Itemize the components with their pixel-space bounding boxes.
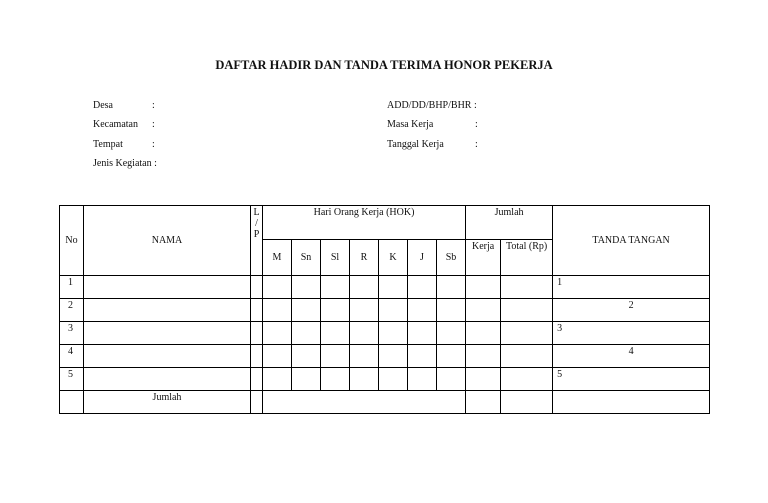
- cell-day: [437, 322, 466, 345]
- cell-day: [437, 345, 466, 368]
- cell-day: [321, 322, 350, 345]
- signature-cell: 4: [553, 345, 710, 368]
- footer-jumlah-label: Jumlah: [84, 391, 251, 414]
- field-colon: :: [152, 139, 155, 150]
- cell-day: [292, 322, 321, 345]
- field-colon: :: [475, 139, 478, 150]
- signature-cell: 1: [553, 276, 710, 299]
- header-total: Total (Rp): [501, 240, 553, 276]
- cell-lp: [251, 345, 263, 368]
- cell-day: [321, 299, 350, 322]
- header-jumlah: Jumlah: [466, 206, 553, 240]
- cell-day: [263, 276, 292, 299]
- footer-no: [60, 391, 84, 414]
- lp-l: L: [253, 207, 260, 218]
- header-day-m: M: [263, 240, 292, 276]
- footer-hok: [263, 391, 466, 414]
- cell-kerja: [466, 345, 501, 368]
- cell-day: [263, 299, 292, 322]
- footer-signature: [553, 391, 710, 414]
- field-label: ADD/DD/BHP/BHR :: [387, 100, 477, 111]
- cell-day: [321, 276, 350, 299]
- table-footer-row: [60, 391, 710, 414]
- footer-total: [501, 391, 553, 414]
- cell-day: [263, 322, 292, 345]
- header-hok: Hari Orang Kerja (HOK): [263, 206, 466, 240]
- table-row: [60, 276, 710, 299]
- lp-p: P: [253, 229, 260, 240]
- cell-day: [321, 345, 350, 368]
- cell-kerja: [466, 322, 501, 345]
- cell-day: [379, 276, 408, 299]
- field-colon: :: [152, 119, 155, 130]
- attendance-table: [59, 205, 710, 414]
- field-label: Kecamatan: [93, 119, 138, 130]
- cell-day: [350, 368, 379, 391]
- cell-day: [350, 345, 379, 368]
- cell-day: [321, 368, 350, 391]
- field-colon: :: [152, 100, 155, 111]
- row-number: 4: [60, 345, 84, 368]
- field-label: Tempat: [93, 139, 123, 150]
- header-kerja: Kerja: [466, 240, 501, 276]
- row-number: 5: [60, 368, 84, 391]
- field-tempat: [93, 139, 155, 150]
- signature-cell: 5: [553, 368, 710, 391]
- cell-day: [263, 368, 292, 391]
- cell-kerja: [466, 276, 501, 299]
- document-title: DAFTAR HADIR DAN TANDA TERIMA HONOR PEKERJA: [215, 58, 553, 72]
- cell-day: [350, 299, 379, 322]
- field-desa: [93, 100, 155, 111]
- cell-kerja: [466, 299, 501, 322]
- cell-day: [350, 276, 379, 299]
- cell-day: [263, 345, 292, 368]
- cell-day: [379, 368, 408, 391]
- table-row: [60, 322, 710, 345]
- field-colon: :: [475, 119, 478, 130]
- cell-total: [501, 345, 553, 368]
- cell-total: [501, 368, 553, 391]
- header-day-sl: Sl: [321, 240, 350, 276]
- header-day-sn: Sn: [292, 240, 321, 276]
- footer-lp: [251, 391, 263, 414]
- cell-nama: [84, 368, 251, 391]
- table-row: [60, 345, 710, 368]
- field-tanggal-kerja: [387, 139, 478, 150]
- field-label: Desa: [93, 100, 113, 111]
- cell-nama: [84, 299, 251, 322]
- cell-day: [292, 368, 321, 391]
- cell-day: [379, 322, 408, 345]
- field-jenis-kegiatan: [93, 158, 157, 169]
- table-row: [60, 299, 710, 322]
- cell-lp: [251, 299, 263, 322]
- cell-day: [350, 322, 379, 345]
- cell-nama: [84, 345, 251, 368]
- table-row: [60, 368, 710, 391]
- header-day-sb: Sb: [437, 240, 466, 276]
- cell-day: [437, 368, 466, 391]
- cell-day: [292, 299, 321, 322]
- header-day-k: K: [379, 240, 408, 276]
- signature-cell: 2: [553, 299, 710, 322]
- lp-slash: /: [255, 218, 258, 229]
- cell-nama: [84, 276, 251, 299]
- header-nama: NAMA: [84, 206, 251, 276]
- field-label: Jenis Kegiatan :: [93, 158, 157, 169]
- cell-nama: [84, 322, 251, 345]
- field-label: Masa Kerja: [387, 119, 434, 130]
- cell-kerja: [466, 368, 501, 391]
- cell-day: [408, 345, 437, 368]
- cell-day: [437, 299, 466, 322]
- cell-day: [437, 276, 466, 299]
- field-masa-kerja: [387, 119, 478, 130]
- footer-kerja: [466, 391, 501, 414]
- header-day-r: R: [350, 240, 379, 276]
- cell-lp: [251, 322, 263, 345]
- cell-day: [408, 276, 437, 299]
- row-number: 1: [60, 276, 84, 299]
- cell-total: [501, 299, 553, 322]
- field-add-dd-bhp-bhr: [387, 100, 477, 111]
- row-number: 2: [60, 299, 84, 322]
- cell-total: [501, 322, 553, 345]
- cell-day: [292, 276, 321, 299]
- field-label: Tanggal Kerja: [387, 139, 444, 150]
- cell-day: [408, 368, 437, 391]
- cell-lp: [251, 368, 263, 391]
- row-number: 3: [60, 322, 84, 345]
- cell-day: [379, 299, 408, 322]
- header-lp: [251, 206, 263, 276]
- cell-day: [379, 345, 408, 368]
- cell-day: [408, 299, 437, 322]
- header-no: No: [60, 206, 84, 276]
- signature-cell: 3: [553, 322, 710, 345]
- cell-lp: [251, 276, 263, 299]
- cell-total: [501, 276, 553, 299]
- field-kecamatan: [93, 119, 155, 130]
- header-day-j: J: [408, 240, 437, 276]
- cell-day: [408, 322, 437, 345]
- cell-day: [292, 345, 321, 368]
- header-tanda-tangan: TANDA TANGAN: [553, 206, 710, 276]
